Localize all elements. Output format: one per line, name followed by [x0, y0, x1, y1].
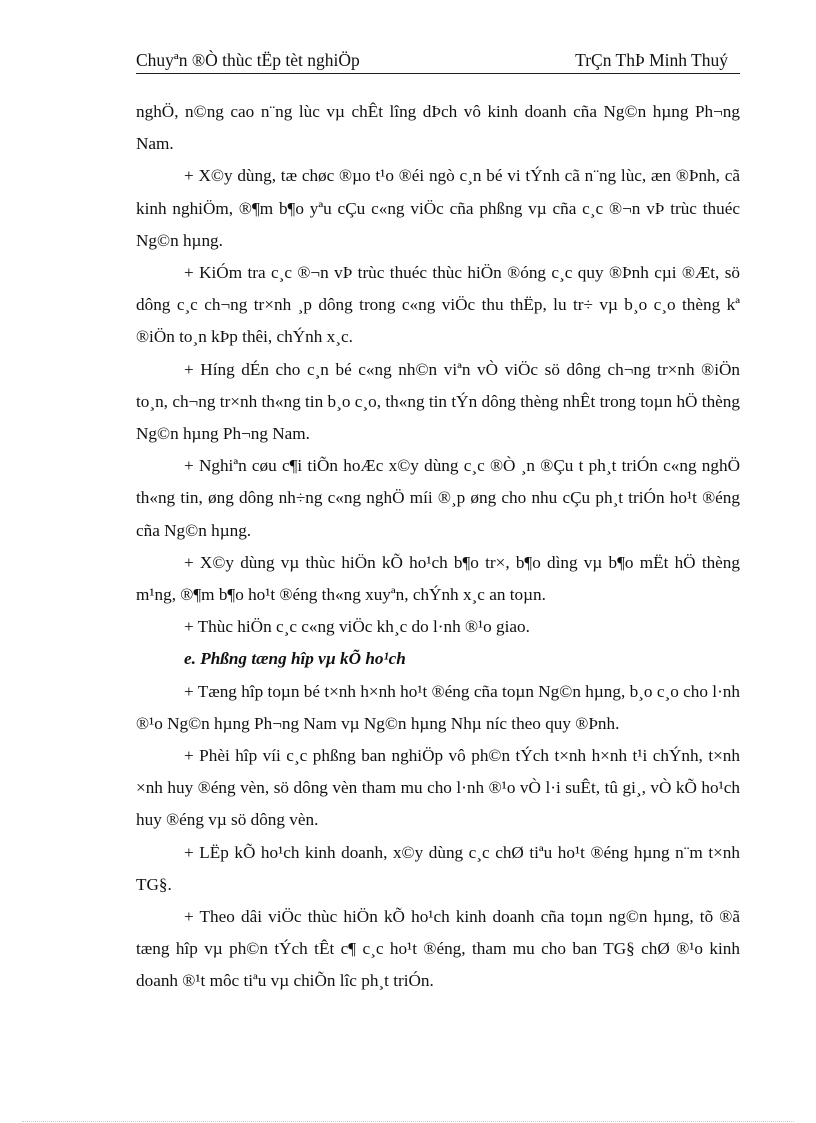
paragraph: + Thùc hiÖn c¸c c«ng viÖc kh¸c do l·nh ®¹o giao. [184, 617, 530, 637]
page-header [136, 49, 740, 74]
paragraph: + LËp kÕ ho¹ch kinh doanh, x©y dùng c¸c chØ tiªu ho¹t ®éng hµng n¨m t×nh TG§. [136, 842, 740, 894]
section-heading: e. Phßng tæng hîp vµ kÕ ho¹ch [184, 649, 406, 669]
header-document-title: Chuyªn ®Ò thùc tËp tèt nghiÖp [136, 50, 360, 70]
paragraph: + Theo dâi viÖc thùc hiÖn kÕ ho¹ch kinh doanh cña toµn ng©n hµng, tõ ®ã tæng hîp vµ ph©n tÝch tÊt c¶ c¸c ho¹t ®éng, tham mu cho ban TG§ chØ ®¹o kinh doanh ®¹t môc tiªu vµ chiÕn lîc ph¸t triÓn. [136, 907, 740, 991]
paragraph: + Tæng hîp toµn bé t×nh h×nh ho¹t ®éng cña toµn Ng©n hµng, b¸o c¸o cho l·nh ®¹o Ng©n hµng Ph¬ng Nam vµ Ng©n hµng Nhµ níc theo quy ®Þnh. [136, 681, 740, 733]
paragraph: + Phèi hîp víi c¸c phßng ban nghiÖp vô ph©n tÝch t×nh h×nh t¹i chÝnh, t×nh ×nh huy ®éng vèn, sö dông vèn tham mu cho l·nh ®¹o vÒ l·i suÊt, tû gi¸, vÒ kÕ ho¹ch huy ®éng vµ sö dông vèn. [136, 746, 740, 830]
header-author-name: TrÇn ThÞ Minh Thuý [575, 50, 728, 70]
paragraph-continuation: nghÖ, n©ng cao n¨ng lùc vµ chÊt lîng dÞch vô kinh doanh cña Ng©n hµng Ph¬ng Nam. [136, 102, 740, 154]
paragraph: + Nghiªn cøu c¶i tiÕn hoÆc x©y dùng c¸c ®Ò ¸n ®Çu t ph¸t triÓn c«ng nghÖ th«ng tin, øng dông nh÷ng c«ng nghÖ míi ®¸p øng cho nhu cÇu ph¸t triÓn ho¹t ®éng cña Ng©n hµng. [136, 456, 740, 540]
paragraph: + Híng dÉn cho c¸n bé c«ng nh©n viªn vÒ viÖc sö dông ch¬ng tr×nh ®iÖn to¸n, ch¬ng tr×nh th«ng tin b¸o c¸o, th«ng tin tÝn dông thèng nhÊt trong toµn hÖ thèng Ng©n hµng Ph¬ng Nam. [136, 359, 740, 444]
page-bottom-divider [22, 1121, 794, 1122]
paragraph: + X©y dùng, tæ chøc ®µo t¹o ®éi ngò c¸n bé vi tÝnh cã n¨ng lùc, æn ®Þnh, cã kinh nghiÖm, ®¶m b¶o yªu cÇu c«ng viÖc cña phßng vµ cña c¸c ®¬n vÞ trùc thuéc Ng©n hµng. [136, 166, 740, 250]
page-body [136, 96, 740, 998]
paragraph: + KiÓm tra c¸c ®¬n vÞ trùc thuéc thùc hiÖn ®óng c¸c quy ®Þnh cµi ®Æt, sö dông c¸c ch¬ng tr×nh ¸p dông trong c«ng viÖc thu thËp, lu tr÷ vµ b¸o c¸o thèng kª ®iÖn to¸n kÞp thêi, chÝnh x¸c. [136, 263, 740, 347]
paragraph: + X©y dùng vµ thùc hiÖn kÕ ho¹ch b¶o tr×, b¶o dìng vµ b¶o mËt hÖ thèng m¹ng, ®¶m b¶o ho¹t ®éng th«ng xuyªn, chÝnh x¸c an toµn. [136, 552, 740, 605]
